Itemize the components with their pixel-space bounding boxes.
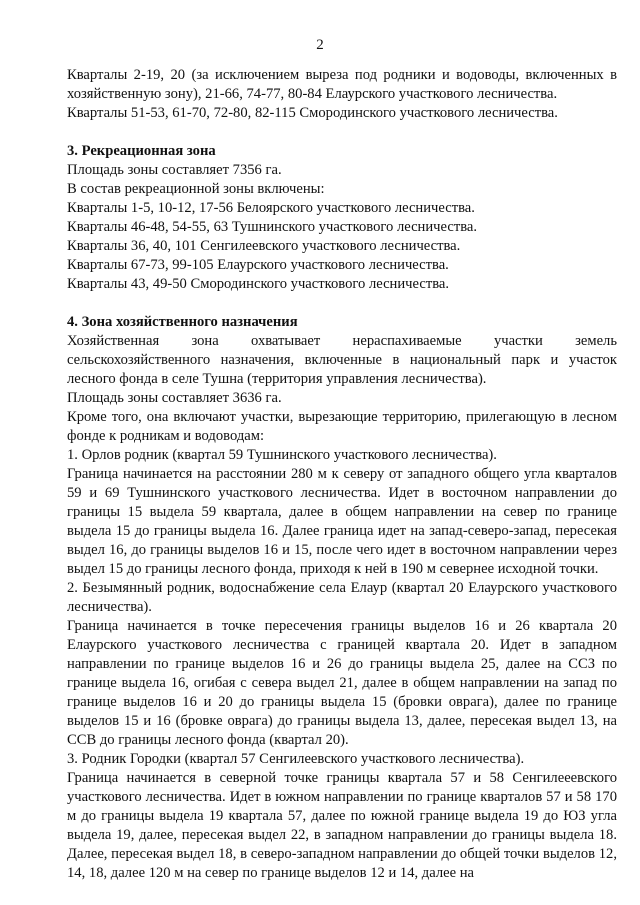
document-body xyxy=(67,66,617,883)
recreation-intro: В состав рекреационной зоны включены: xyxy=(67,181,325,197)
spring-boundary-text: Граница начинается в северной точке границы квартала 57 и 58 Сенгилееевского участкового лесничества. Идет в южном направлении по границе кварталов 57 и 58 170 м до границы выдела 19 квартала 57, далее по южной границе выдела 19 до ЮЗ угла выдела 19, далее, пересекая выдел 22, в западном направлении до границы выдела 18. Далее, пересекая выдел 18, в северо-западном направлении до общей точки выделов 12, 14, 18, далее 120 м на север по границе выделов 12 и 14, далее на xyxy=(67,770,617,881)
paragraph-section2-quarters-elaur: Кварталы 2-19, 20 (за исключением выреза под родники и водоводы, включенных в хозяйственную зону), 21-66, 74-77, 80-84 Елаурского участкового лесничества. xyxy=(67,67,617,102)
paragraph-section2-quarters-smorodino: Кварталы 51-53, 61-70, 72-80, 82-115 Смородинского участкового лесничества. xyxy=(67,105,558,121)
spring-boundary-text: Граница начинается на расстоянии 280 м к северу от западного общего угла кварталов 59 и 69 Тушнинского участкового лесничества. Идет в восточном направлении до границы 15 выдела 59 квартала, далее в общем направлении на север по границе выдела 15 до границы выдела 16. Далее граница идет на запад-северо-запад, пересекая выдел 16, до границы выделов 16 и 15, после чего идет в восточном направлении через выдел 15 до границы лесного фонда, приходя к ней в 190 м севернее исходной точки. xyxy=(67,466,617,577)
economic-description: Хозяйственная зона охватывает нераспахиваемые участки земель сельскохозяйственного назначения, включенные в национальный парк и участок лесного фонда в селе Тушна (территория управления лесничества). xyxy=(67,333,617,387)
spacer xyxy=(67,123,617,142)
spring-title: 3. Родник Городки (квартал 57 Сенгилеевского участкового лесничества). xyxy=(67,751,525,767)
section-heading-recreation: 3. Рекреационная зона xyxy=(67,143,216,159)
economic-area: Площадь зоны составляет 3636 га. xyxy=(67,390,282,406)
spring-title: 2. Безымянный родник, водоснабжение села Елаур (квартал 20 Елаурского участкового лесничества). xyxy=(67,580,617,615)
section-heading-economic: 4. Зона хозяйственного назначения xyxy=(67,314,298,330)
recreation-item: Кварталы 1-5, 10-12, 17-56 Белоярского участкового лесничества. xyxy=(67,200,475,216)
economic-extra: Кроме того, она включают участки, вырезающие территорию, прилегающую в лесном фонде к родникам и водоводам: xyxy=(67,409,617,444)
recreation-item: Кварталы 46-48, 54-55, 63 Тушнинского участкового лесничества. xyxy=(67,219,478,235)
recreation-item: Кварталы 36, 40, 101 Сенгилеевского участкового лесничества. xyxy=(67,238,461,254)
recreation-area: Площадь зоны составляет 7356 га. xyxy=(67,162,282,178)
recreation-item: Кварталы 43, 49-50 Смородинского участкового лесничества. xyxy=(67,276,450,292)
recreation-item: Кварталы 67-73, 99-105 Елаурского участкового лесничества. xyxy=(67,257,449,273)
spring-boundary-text: Граница начинается в точке пересечения границы выделов 16 и 26 квартала 20 Елаурского участкового лесничества с границей квартала 20. Идет в западном направлении по границе выделов 16 и 26 до границы выдела 25, далее на ССЗ по границе выдела 16, огибая с севера выдел 21, далее в общем направлении на запад по границе выделов 16 и 20 до границы выдела 15 (бровки оврага), далее по границе выделов 15 и 16 (бровке оврага) до границы выдела 13, далее, пересекая выдел 13, на ССВ до границы лесного фонда (квартал 20). xyxy=(67,618,617,748)
spring-title: 1. Орлов родник (квартал 59 Тушнинского участкового лесничества). xyxy=(67,447,497,463)
spacer xyxy=(67,294,617,313)
page-number: 2 xyxy=(316,37,324,53)
